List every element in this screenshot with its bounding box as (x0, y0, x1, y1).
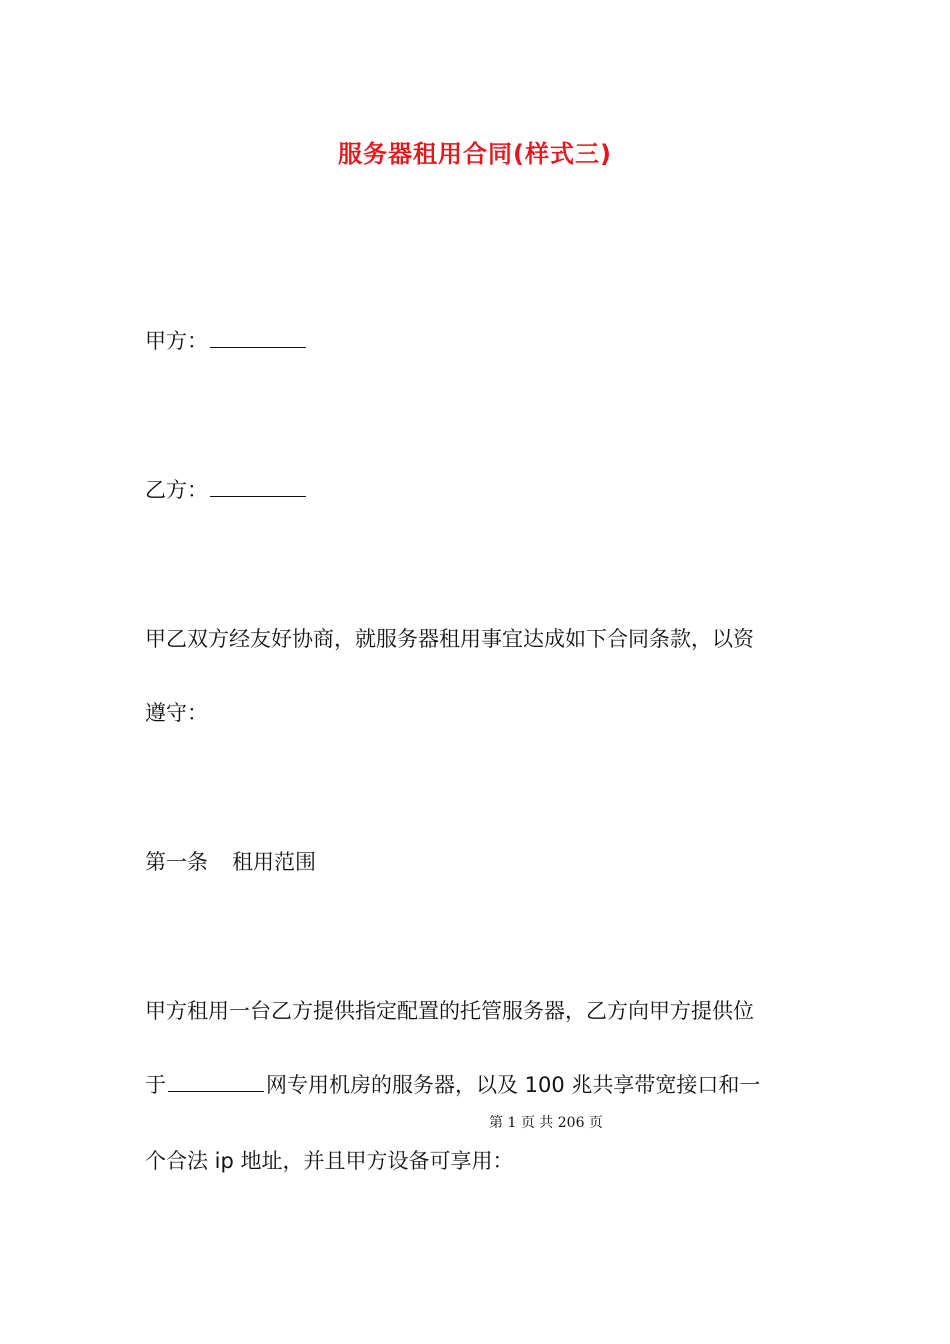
clause-line-2-suffix: 网专用机房的服务器，以及 100 兆共享带宽接口和一 (266, 1073, 761, 1097)
intro-line-1: 甲乙双方经友好协商，就服务器租用事宜达成如下合同条款，以资 (145, 627, 754, 651)
article-1-heading (145, 847, 316, 877)
location-blank (168, 1071, 264, 1092)
party-a-blank (210, 327, 306, 348)
page-indicator: 第 1 页 共 206 页 (489, 1115, 603, 1131)
article-1-title: 租用范围 (232, 850, 316, 874)
clause-line-2-prefix: 于 (145, 1073, 166, 1097)
document-title: 服务器租用合同(样式三) (338, 140, 612, 168)
clause-line-3: 个合法 ip 地址，并且甲方设备可享用： (145, 1149, 514, 1173)
article-1-number: 第一条 (145, 850, 208, 874)
party-b-line (145, 475, 308, 505)
party-a-line (145, 326, 308, 356)
party-b-blank (210, 476, 306, 497)
intro-line-2: 遵守： (145, 701, 208, 725)
party-a-label: 甲方： (145, 329, 208, 353)
clause-line-1: 甲方租用一台乙方提供指定配置的托管服务器，乙方向甲方提供位 (145, 999, 754, 1023)
party-b-label: 乙方： (145, 478, 208, 502)
clause-line-2 (145, 1070, 760, 1100)
